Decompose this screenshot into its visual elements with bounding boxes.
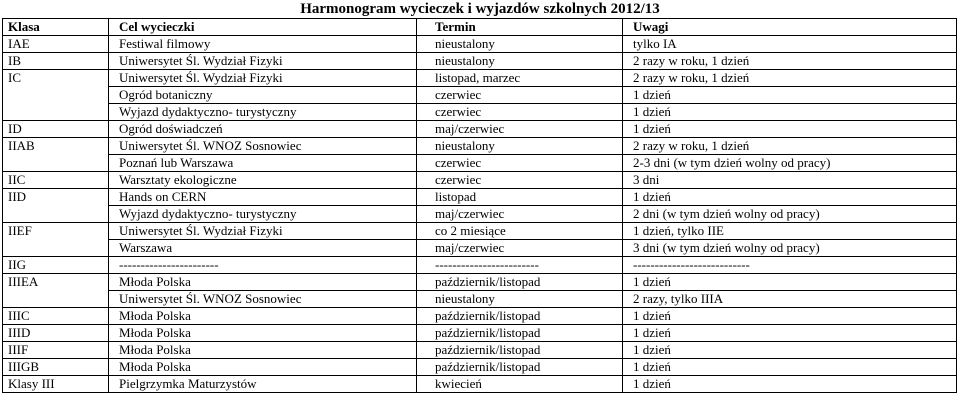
cell-termin: październik/listopad xyxy=(417,325,623,342)
cell-termin: listopad, marzec xyxy=(417,70,623,87)
cell-termin: październik/listopad xyxy=(417,359,623,376)
cell-cel: Młoda Polska xyxy=(109,325,417,342)
cell-klasa: IIAB xyxy=(3,138,109,155)
cell-klasa: Klasy III xyxy=(3,376,109,393)
cell-uwagi: 2 razy, tylko IIIA xyxy=(623,291,957,308)
cell-uwagi: 1 dzień xyxy=(623,274,957,291)
table-row xyxy=(3,87,957,104)
cell-termin: nieustalony xyxy=(417,53,623,70)
cell-uwagi: 2 razy w roku, 1 dzień xyxy=(623,70,957,87)
cell-termin: październik/listopad xyxy=(417,342,623,359)
cell-cel: Pielgrzymka Maturzystów xyxy=(109,376,417,393)
cell-cel: Młoda Polska xyxy=(109,308,417,325)
cell-cel: Warsztaty ekologiczne xyxy=(109,172,417,189)
cell-cel: Wyjazd dydaktyczno- turystyczny xyxy=(109,104,417,121)
cell-klasa: ID xyxy=(3,121,109,138)
cell-cel: Festiwal filmowy xyxy=(109,36,417,53)
cell-klasa: IIEF xyxy=(3,223,109,240)
cell-klasa: IIIGB xyxy=(3,359,109,376)
cell-klasa: IIID xyxy=(3,325,109,342)
cell-klasa: IAE xyxy=(3,36,109,53)
cell-termin: czerwiec xyxy=(417,104,623,121)
cell-uwagi: 1 dzień xyxy=(623,104,957,121)
cell-uwagi: 1 dzień xyxy=(623,325,957,342)
table-row xyxy=(3,70,957,87)
document-title: Harmonogram wycieczek i wyjazdów szkolnych 2012/13 xyxy=(300,1,660,17)
cell-uwagi: 2-3 dni (w tym dzień wolny od pracy) xyxy=(623,155,957,172)
cell-klasa xyxy=(3,155,109,172)
cell-termin: październik/listopad xyxy=(417,274,623,291)
cell-klasa xyxy=(3,104,109,121)
cell-uwagi: 1 dzień xyxy=(623,376,957,393)
table-row xyxy=(3,376,957,393)
table-row xyxy=(3,342,957,359)
cell-klasa: IIG xyxy=(3,257,109,274)
table-header-row xyxy=(3,19,957,36)
cell-uwagi: 3 dni xyxy=(623,172,957,189)
cell-cel: Uniwersytet Śl. Wydział Fizyki xyxy=(109,223,417,240)
cell-cel: Ogród botaniczny xyxy=(109,87,417,104)
cell-cel: Wyjazd dydaktyczno- turystyczny xyxy=(109,206,417,223)
table-row xyxy=(3,359,957,376)
cell-cel: Młoda Polska xyxy=(109,359,417,376)
table-row xyxy=(3,240,957,257)
table-row xyxy=(3,206,957,223)
cell-cel: Uniwersytet Śl. WNOZ Sosnowiec xyxy=(109,291,417,308)
cell-cel: Uniwersytet Śl. WNOZ Sosnowiec xyxy=(109,138,417,155)
cell-cel: ----------------------- xyxy=(109,257,417,274)
cell-uwagi: 1 dzień xyxy=(623,121,957,138)
table-row xyxy=(3,36,957,53)
cell-cel: Hands on CERN xyxy=(109,189,417,206)
cell-klasa xyxy=(3,87,109,104)
cell-uwagi: 3 dni (w tym dzień wolny od pracy) xyxy=(623,240,957,257)
header-klasa: Klasa xyxy=(3,19,109,36)
cell-klasa: IIC xyxy=(3,172,109,189)
cell-termin: ------------------------ xyxy=(417,257,623,274)
table-row xyxy=(3,138,957,155)
cell-uwagi: 1 dzień xyxy=(623,308,957,325)
cell-termin: kwiecień xyxy=(417,376,623,393)
cell-uwagi: 1 dzień xyxy=(623,342,957,359)
cell-klasa: IB xyxy=(3,53,109,70)
table-row xyxy=(3,189,957,206)
cell-termin: maj/czerwiec xyxy=(417,121,623,138)
cell-cel: Ogród doświadczeń xyxy=(109,121,417,138)
cell-uwagi: --------------------------- xyxy=(623,257,957,274)
table-row xyxy=(3,308,957,325)
cell-cel: Młoda Polska xyxy=(109,274,417,291)
table-row xyxy=(3,325,957,342)
cell-klasa: IID xyxy=(3,189,109,206)
cell-cel: Warszawa xyxy=(109,240,417,257)
cell-termin: czerwiec xyxy=(417,172,623,189)
cell-uwagi: 1 dzień xyxy=(623,359,957,376)
header-cel: Cel wycieczki xyxy=(109,19,417,36)
table-row xyxy=(3,274,957,291)
cell-cel: Uniwersytet Śl. Wydział Fizyki xyxy=(109,70,417,87)
cell-uwagi: 2 dni (w tym dzień wolny od pracy) xyxy=(623,206,957,223)
cell-klasa: IIIF xyxy=(3,342,109,359)
table-row xyxy=(3,172,957,189)
cell-uwagi: tylko IA xyxy=(623,36,957,53)
cell-klasa xyxy=(3,206,109,223)
cell-uwagi: 1 dzień xyxy=(623,87,957,104)
cell-cel: Poznań lub Warszawa xyxy=(109,155,417,172)
schedule-table xyxy=(2,18,957,393)
cell-klasa: IIIC xyxy=(3,308,109,325)
table-row xyxy=(3,155,957,172)
header-termin: Termin xyxy=(417,19,623,36)
cell-termin: listopad xyxy=(417,189,623,206)
cell-termin: nieustalony xyxy=(417,291,623,308)
table-row xyxy=(3,291,957,308)
cell-termin: nieustalony xyxy=(417,138,623,155)
cell-klasa xyxy=(3,240,109,257)
cell-termin: czerwiec xyxy=(417,87,623,104)
table-row xyxy=(3,104,957,121)
cell-cel: Uniwersytet Śl. Wydział Fizyki xyxy=(109,53,417,70)
cell-uwagi: 1 dzień xyxy=(623,189,957,206)
cell-klasa: IIIEA xyxy=(3,274,109,291)
cell-termin: maj/czerwiec xyxy=(417,240,623,257)
table-body xyxy=(3,36,957,393)
table-row xyxy=(3,257,957,274)
cell-termin: czerwiec xyxy=(417,155,623,172)
header-uwagi: Uwagi xyxy=(623,19,957,36)
table-row xyxy=(3,53,957,70)
table-row xyxy=(3,121,957,138)
cell-uwagi: 2 razy w roku, 1 dzień xyxy=(623,53,957,70)
cell-termin: co 2 miesiące xyxy=(417,223,623,240)
table-row xyxy=(3,223,957,240)
cell-termin: maj/czerwiec xyxy=(417,206,623,223)
cell-termin: nieustalony xyxy=(417,36,623,53)
cell-uwagi: 2 razy w roku, 1 dzień xyxy=(623,138,957,155)
cell-termin: październik/listopad xyxy=(417,308,623,325)
cell-cel: Młoda Polska xyxy=(109,342,417,359)
cell-klasa xyxy=(3,291,109,308)
cell-uwagi: 1 dzień, tylko IIE xyxy=(623,223,957,240)
cell-klasa: IC xyxy=(3,70,109,87)
